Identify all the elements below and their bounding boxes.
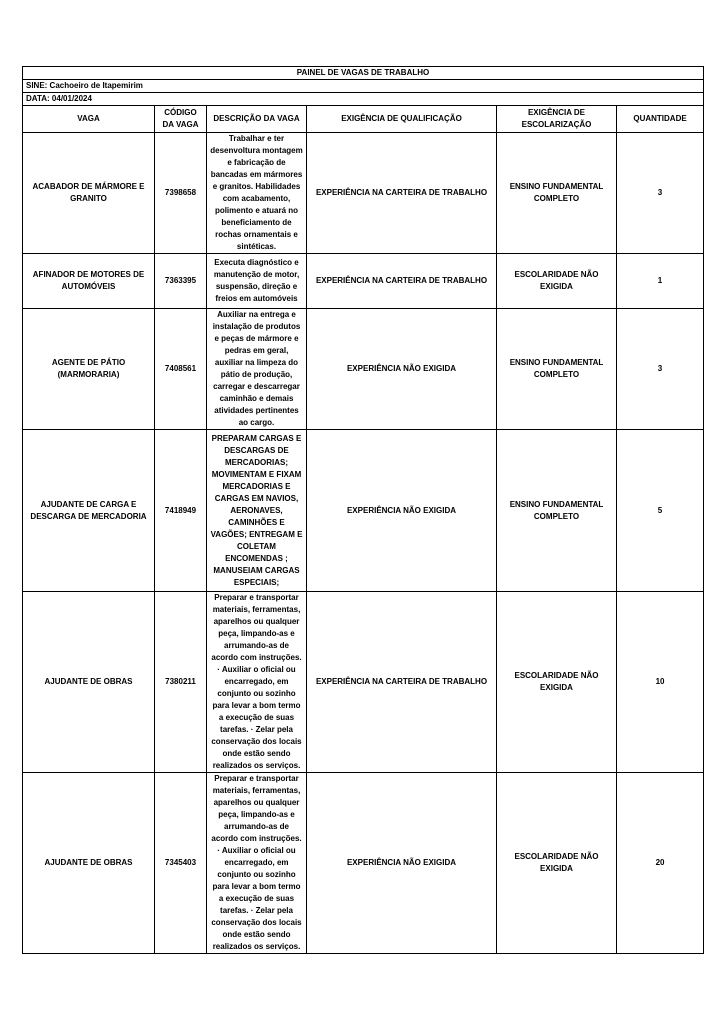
cell-vaga: AJUDANTE DE OBRAS <box>23 592 155 773</box>
cell-descricao: Preparar e transportar materiais, ferramentas, aparelhos ou qualquer peça, limpando-as e arrumando-as de acordo com instruções. · Auxiliar o oficial ou encarregado, em conjunto ou sozinho para levar a bom termo a execução de suas tarefas. · Zelar pela conservação dos locais onde estão sendo realizados os serviços. <box>207 592 307 773</box>
cell-escolarizacao: ESCOLARIDADE NÃO EXIGIDA <box>497 773 617 954</box>
cell-qualificacao: EXPERIÊNCIA NA CARTEIRA DE TRABALHO <box>307 592 497 773</box>
column-header-vaga: VAGA <box>23 106 155 133</box>
cell-vaga: AGENTE DE PÁTIO (MARMORARIA) <box>23 309 155 430</box>
cell-quantidade: 3 <box>617 133 704 254</box>
table-row <box>23 254 704 309</box>
cell-codigo: 7380211 <box>155 592 207 773</box>
column-header-codigo: CÓDIGO DA VAGA <box>155 106 207 133</box>
cell-descricao: Executa diagnóstico e manutenção de motor, suspensão, direção e freios em automóveis <box>207 254 307 309</box>
cell-qualificacao: EXPERIÊNCIA NA CARTEIRA DE TRABALHO <box>307 254 497 309</box>
column-header-descricao: DESCRIÇÃO DA VAGA <box>207 106 307 133</box>
cell-qualificacao: EXPERIÊNCIA NÃO EXIGIDA <box>307 309 497 430</box>
cell-qualificacao: EXPERIÊNCIA NÃO EXIGIDA <box>307 773 497 954</box>
table-row <box>23 133 704 254</box>
cell-descricao: Trabalhar e ter desenvoltura montagem e fabricação de bancadas em mármores e granitos. Habilidades com acabamento, polimento e atuará no beneficiamento de rochas ornamentais e sintéticas. <box>207 133 307 254</box>
title-row <box>23 67 704 80</box>
cell-codigo: 7345403 <box>155 773 207 954</box>
cell-quantidade: 5 <box>617 430 704 592</box>
table-row <box>23 773 704 954</box>
sine-row <box>23 80 704 93</box>
cell-quantidade: 20 <box>617 773 704 954</box>
cell-escolarizacao: ENSINO FUNDAMENTAL COMPLETO <box>497 430 617 592</box>
cell-descricao: PREPARAM CARGAS E DESCARGAS DE MERCADORIAS; MOVIMENTAM E FIXAM MERCADORIAS E CARGAS EM NAVIOS, AERONAVES, CAMINHÕES E VAGÕES; ENTREGAM E COLETAM ENCOMENDAS ; MANUSEIAM CARGAS ESPECIAIS; <box>207 430 307 592</box>
cell-qualificacao: EXPERIÊNCIA NA CARTEIRA DE TRABALHO <box>307 133 497 254</box>
cell-escolarizacao: ESCOLARIDADE NÃO EXIGIDA <box>497 254 617 309</box>
cell-quantidade: 3 <box>617 309 704 430</box>
cell-vaga: AJUDANTE DE CARGA E DESCARGA DE MERCADORIA <box>23 430 155 592</box>
page-title: PAINEL DE VAGAS DE TRABALHO <box>23 67 704 80</box>
cell-codigo: 7363395 <box>155 254 207 309</box>
sine-location: SINE: Cachoeiro de Itapemirim <box>23 80 704 93</box>
date-row <box>23 93 704 106</box>
table-row <box>23 592 704 773</box>
cell-codigo: 7398658 <box>155 133 207 254</box>
cell-vaga: AJUDANTE DE OBRAS <box>23 773 155 954</box>
cell-codigo: 7418949 <box>155 430 207 592</box>
table-row <box>23 309 704 430</box>
job-panel-document <box>22 66 703 954</box>
cell-codigo: 7408561 <box>155 309 207 430</box>
panel-date: DATA: 04/01/2024 <box>23 93 704 106</box>
cell-qualificacao: EXPERIÊNCIA NÃO EXIGIDA <box>307 430 497 592</box>
column-header-qualificacao: EXIGÊNCIA DE QUALIFICAÇÃO <box>307 106 497 133</box>
cell-descricao: Auxiliar na entrega e instalação de produtos e peças de mármore e pedras em geral, auxiliar na limpeza do pátio de produção, carregar e descarregar caminhão e demais atividades pertinentes ao cargo. <box>207 309 307 430</box>
cell-quantidade: 1 <box>617 254 704 309</box>
cell-vaga: ACABADOR DE MÁRMORE E GRANITO <box>23 133 155 254</box>
table-row <box>23 430 704 592</box>
job-vacancies-table <box>22 66 704 954</box>
cell-escolarizacao: ENSINO FUNDAMENTAL COMPLETO <box>497 309 617 430</box>
cell-escolarizacao: ESCOLARIDADE NÃO EXIGIDA <box>497 592 617 773</box>
column-header-quantidade: QUANTIDADE <box>617 106 704 133</box>
column-header-escolarizacao: EXIGÊNCIA DE ESCOLARIZAÇÃO <box>497 106 617 133</box>
cell-descricao: Preparar e transportar materiais, ferramentas, aparelhos ou qualquer peça, limpando-as e arrumando-as de acordo com instruções. · Auxiliar o oficial ou encarregado, em conjunto ou sozinho para levar a bom termo a execução de suas tarefas. · Zelar pela conservação dos locais onde estão sendo realizados os serviços. <box>207 773 307 954</box>
cell-escolarizacao: ENSINO FUNDAMENTAL COMPLETO <box>497 133 617 254</box>
cell-vaga: AFINADOR DE MOTORES DE AUTOMÓVEIS <box>23 254 155 309</box>
cell-quantidade: 10 <box>617 592 704 773</box>
table-header-row <box>23 106 704 133</box>
